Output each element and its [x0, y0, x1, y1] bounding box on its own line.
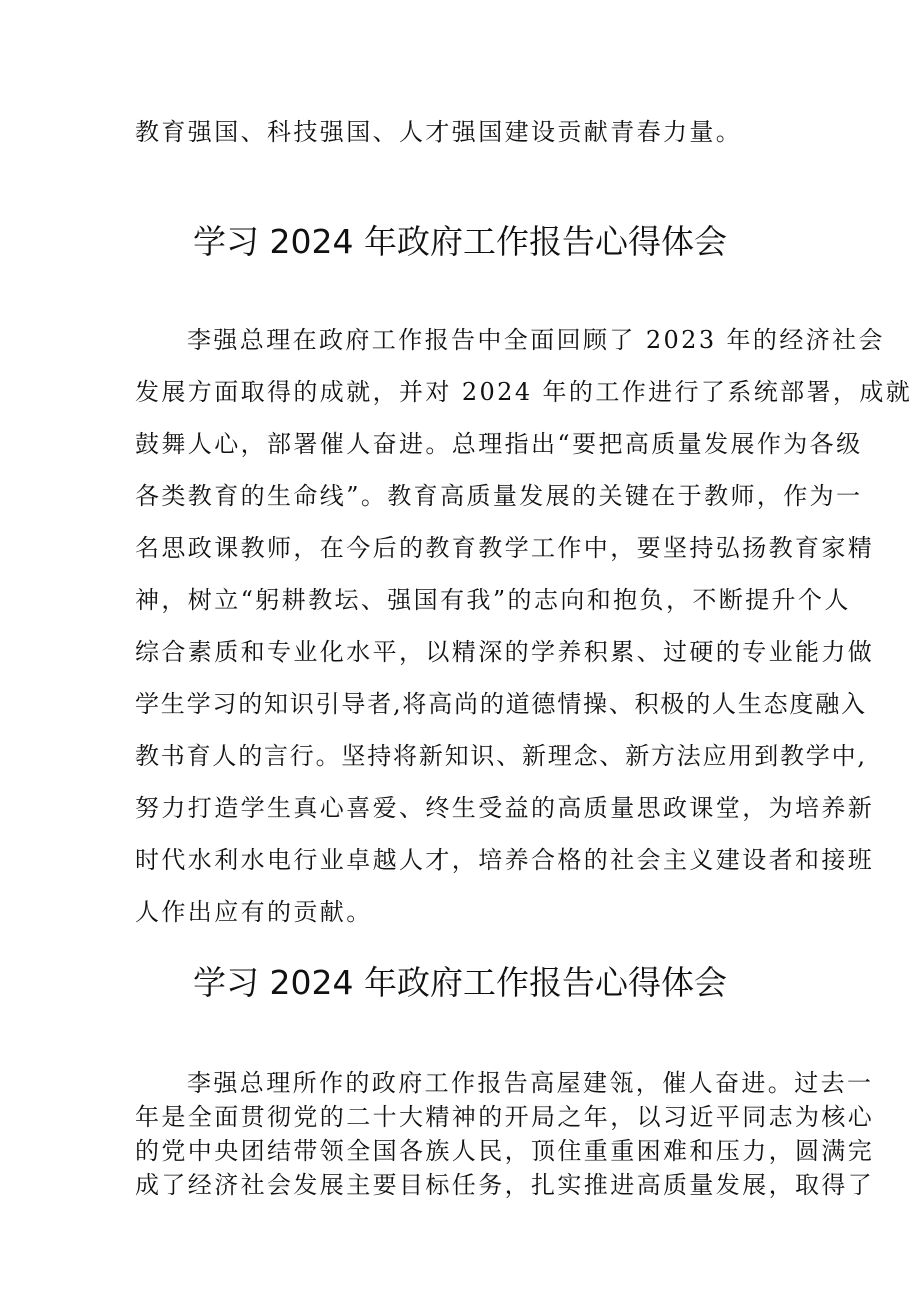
paragraph-line: 的党中央团结带领全国各族人民，顶住重重困难和压力，圆满完 — [135, 1137, 875, 1165]
paragraph-line: 发展方面取得的成就，并对 2024 年的工作进行了系统部署，成就 — [135, 378, 913, 406]
paragraph-line: 综合素质和专业化水平，以精深的学养积累、过硬的专业能力做 — [135, 638, 875, 666]
paragraph-line: 神，树立“躬耕教坛、强国有我”的志向和抱负，不断提升个人 — [135, 586, 851, 614]
paragraph-line: 李强总理在政府工作报告中全面回顾了 2023 年的经济社会 — [187, 326, 885, 354]
paragraph-line: 时代水利水电行业卓越人才，培养合格的社会主义建设者和接班 — [135, 846, 875, 874]
section-2-title: 学习 2024 年政府工作报告心得体会 — [193, 963, 727, 1002]
paragraph-line: 努力打造学生真心喜爱、终生受益的高质量思政课堂，为培养新 — [135, 794, 875, 822]
intro-paragraph-tail: 教育强国、科技强国、人才强国建设贡献青春力量。 — [135, 118, 743, 146]
paragraph-line: 鼓舞人心，部署催人奋进。总理指出“要把高质量发展作为各级 — [135, 430, 863, 458]
paragraph-line: 年是全面贯彻党的二十大精神的开局之年，以习近平同志为核心 — [135, 1103, 875, 1131]
paragraph-line: 教书育人的言行。坚持将新知识、新理念、新方法应用到教学中, — [135, 742, 867, 770]
paragraph-line: 李强总理所作的政府工作报告高屋建瓴，催人奋进。过去一 — [187, 1069, 874, 1097]
paragraph-line: 学生学习的知识引导者,将高尚的道德情操、积极的人生态度融入 — [135, 690, 867, 718]
paragraph-line: 人作出应有的贡献。 — [135, 898, 373, 926]
section-1-title: 学习 2024 年政府工作报告心得体会 — [193, 222, 727, 261]
paragraph-line: 名思政课教师，在今后的教育教学工作中，要坚持弘扬教育家精 — [135, 534, 875, 562]
paragraph-line: 各类教育的生命线”。教育高质量发展的关键在于教师，作为一 — [135, 482, 863, 510]
paragraph-line: 成了经济社会发展主要目标任务，扎实推进高质量发展，取得了 — [135, 1171, 875, 1199]
